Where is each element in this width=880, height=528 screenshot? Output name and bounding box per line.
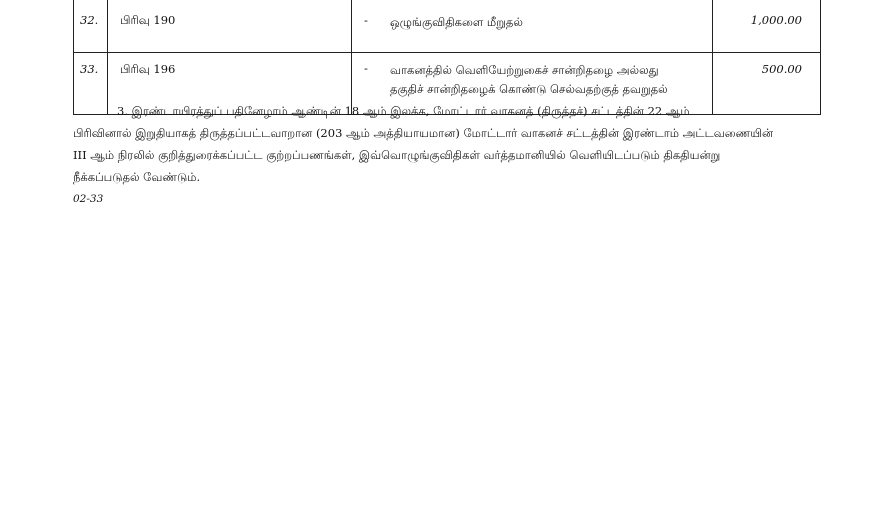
- paragraph-line: நீக்கப்படுதல் வேண்டும்.: [73, 170, 201, 184]
- description-line: ஒழுங்குவிதிகளை மீறுதல்: [390, 15, 523, 29]
- dash-marker: -: [364, 61, 368, 75]
- row-number: 32.: [74, 0, 108, 53]
- paragraph-line: 3. இரண்டாயிரத்துப் பதினேழாம் ஆண்டின் 18 ஆம் இலக்க, மோட்டார் வாகனத் (திருத்தச்) சட்டத்தின் 22 ஆம்: [117, 104, 690, 118]
- table-row: [74, 0, 821, 53]
- fines-table: [73, 0, 821, 115]
- paragraph-line: III ஆம் நிரலில் குறித்துரைக்கப்பட்ட குற்றப்பணங்கள், இவ்வொழுங்குவிதிகள் வர்த்தமானியில் வெளியிடப்படும் திகதியன்று: [73, 148, 721, 162]
- repeal-paragraph: [73, 100, 821, 188]
- document-code: 02-33: [73, 193, 104, 205]
- row-description: [352, 0, 713, 53]
- description-line: வாகனத்தில் வெளியேற்றுகைச் சான்றிதழை அல்லது: [390, 63, 659, 77]
- row-number: 33.: [74, 53, 108, 115]
- description-line: தகுதிச் சான்றிதழைக் கொண்டு செல்வதற்குத் தவறுதல்: [390, 82, 668, 96]
- row-section: பிரிவு 190: [108, 0, 352, 53]
- row-section: பிரிவு 196: [108, 53, 352, 115]
- paragraph-line: பிரிவினால் இறுதியாகத் திருத்தப்பட்டவாறான (203 ஆம் அத்தியாயமான) மோட்டார் வாகனச் சட்டத்தின் இரண்டாம் அட்டவணையின்: [73, 126, 774, 140]
- dash-marker: -: [364, 13, 368, 27]
- row-fine: 1,000.00: [713, 0, 821, 53]
- row-fine: 500.00: [713, 53, 821, 115]
